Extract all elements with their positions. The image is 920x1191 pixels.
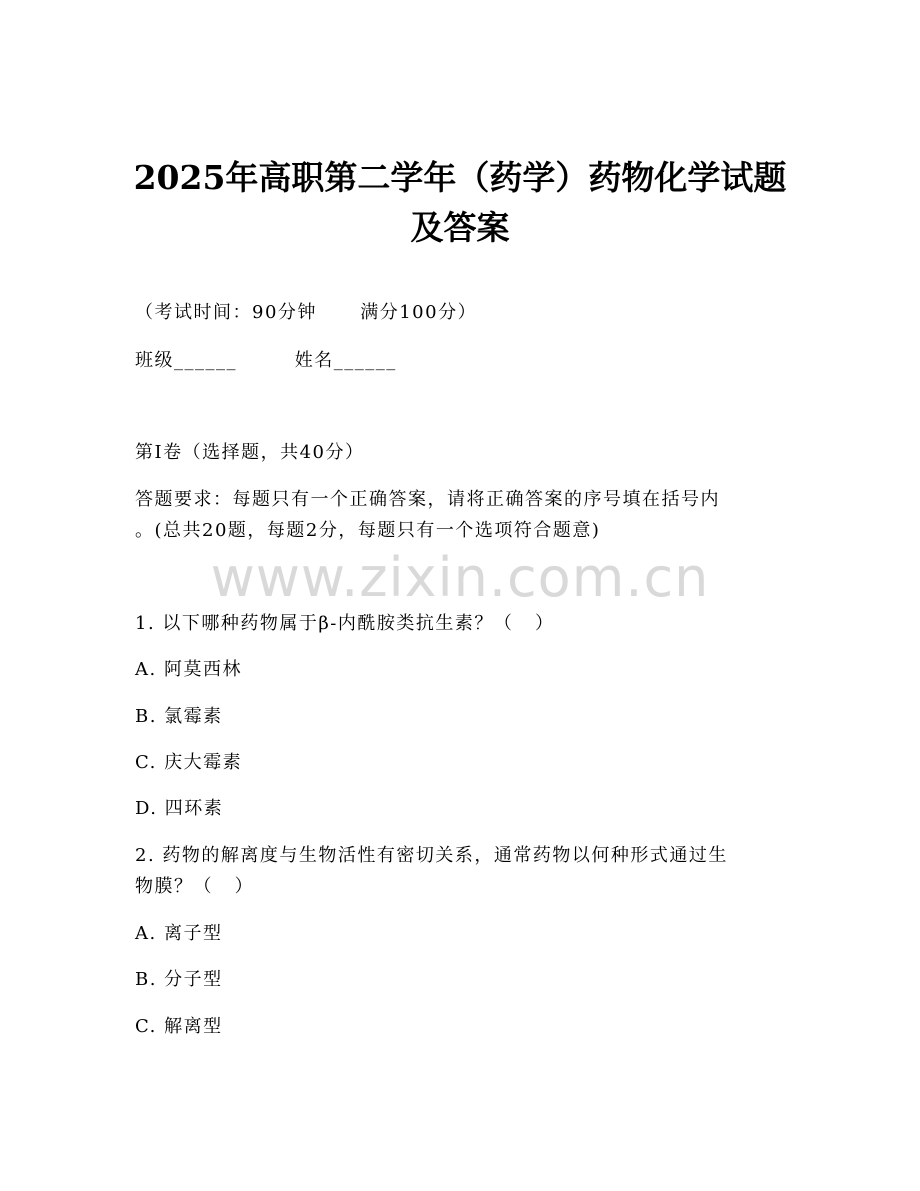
instructions-line-2: 。(总共20题，每题2分，每题只有一个选项符合题意) bbox=[135, 520, 601, 541]
class-name-fields: 班级______ 姓名______ bbox=[135, 350, 397, 371]
question-1-option-a: A. 阿莫西林 bbox=[135, 659, 242, 680]
question-1-stem: 1. 以下哪种药物属于β-内酰胺类抗生素？（ ） bbox=[135, 613, 555, 634]
question-2-stem-line-1: 2. 药物的解离度与生物活性有密切关系，通常药物以何种形式通过生 bbox=[135, 845, 728, 866]
question-2-option-c: C. 解离型 bbox=[135, 1016, 223, 1037]
document-title-line-2: 及答案 bbox=[410, 208, 510, 247]
question-1-option-c: C. 庆大霉素 bbox=[135, 752, 243, 773]
question-1-option-d: D. 四环素 bbox=[135, 798, 224, 819]
exam-info: （考试时间：90分钟 满分100分） bbox=[135, 302, 478, 323]
question-2-option-a: A. 离子型 bbox=[135, 923, 223, 944]
question-2-stem-line-2: 物膜？（ ） bbox=[135, 876, 255, 897]
question-1-option-b: B. 氯霉素 bbox=[135, 706, 223, 727]
section-header: 第I卷（选择题，共40分） bbox=[135, 442, 365, 463]
question-2-option-b: B. 分子型 bbox=[135, 969, 223, 990]
document-title-line-1: 2025年高职第二学年（药学）药物化学试题 bbox=[133, 158, 787, 197]
instructions-line-1: 答题要求：每题只有一个正确答案，请将正确答案的序号填在括号内 bbox=[135, 489, 720, 510]
watermark: www.zixin.com.cn bbox=[210, 546, 710, 609]
